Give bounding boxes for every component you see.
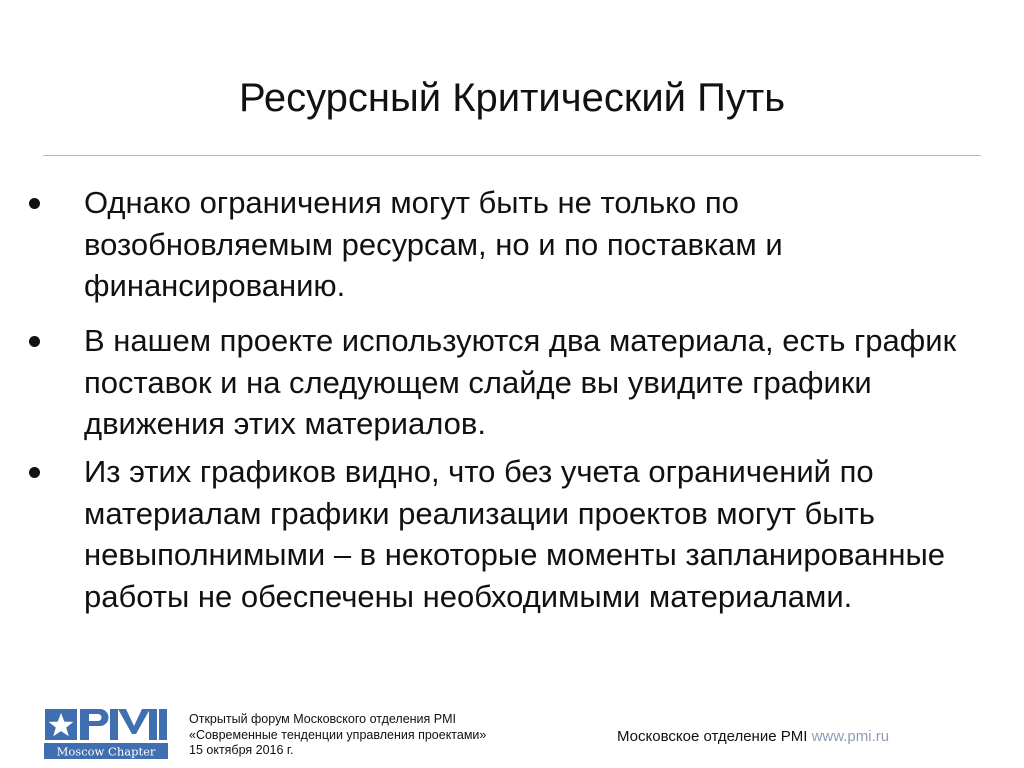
title-divider [43,155,981,156]
chapter-footer [617,727,889,747]
pmi-moscow-chapter-logo [44,708,168,760]
forum-line: «Современные тенденции управления проектами» [189,727,487,742]
bullet-text: Однако ограничения могут быть не только по возобновляемым ресурсам, но и по поставкам и финансированию. [84,185,783,303]
bullet-text: В нашем проекте используются два материала, есть график поставок и на следующем слайде вы увидите графики движения этих материалов. [84,323,957,441]
forum-line: 15 октября 2016 г. [189,743,294,757]
bullet-text: Из этих графиков видно, что без учета ограничений по материалам графики реализации проектов могут быть невыполнимыми – в некоторые моменты запланированные работы не обеспечены необходимыми материалами. [84,454,945,614]
bullet-dot-icon [29,336,40,347]
svg-text:Moscow Chapter: Moscow Chapter [56,744,156,759]
bullet-dot-icon [29,198,40,209]
bullet-item [84,320,984,445]
forum-line: Открытый форум Московского отделения PMI [189,712,456,726]
bullet-item [84,182,984,307]
pmi-website-link[interactable]: www.pmi.ru [811,728,890,745]
forum-info [189,712,569,759]
slide-title: Ресурсный Критический Путь [238,76,786,120]
bullet-item [84,451,984,617]
chapter-label: Московское отделение PMI [617,728,808,745]
bullet-dot-icon [29,467,40,478]
